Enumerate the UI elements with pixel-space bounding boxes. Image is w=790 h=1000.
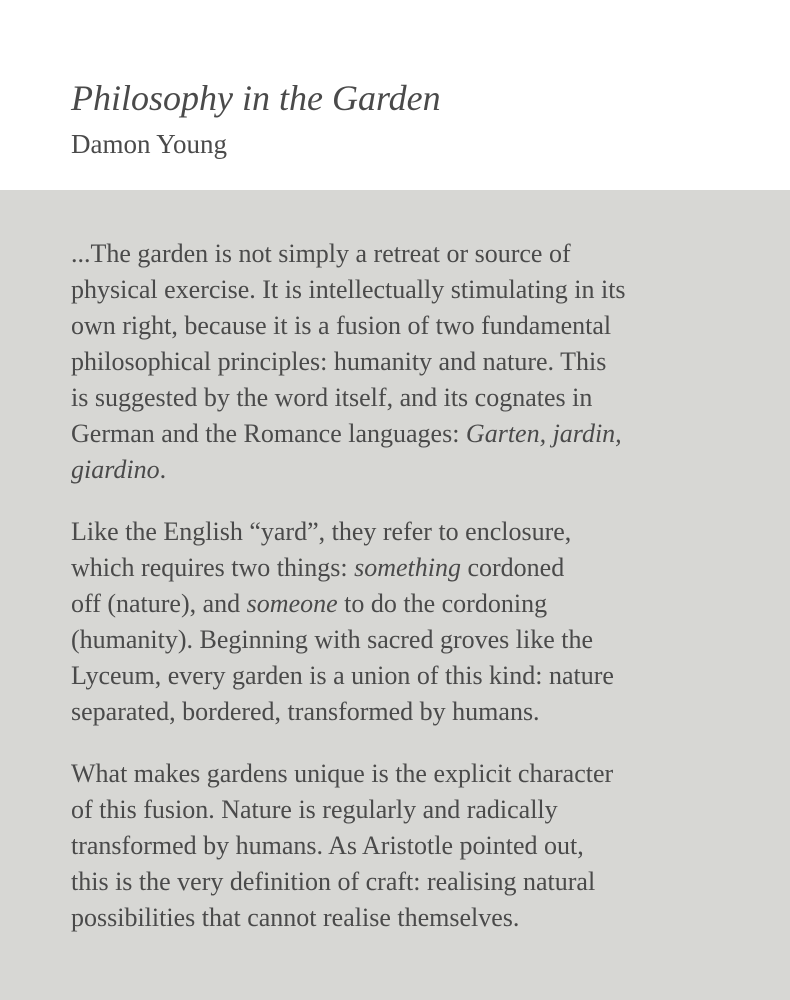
text-line: Like the English “yard”, they refer to enclosure, [71, 517, 572, 546]
text-line: Lyceum, every garden is a union of this kind: nature [71, 661, 614, 690]
text-line: is suggested by the word itself, and its cognates in [71, 383, 593, 412]
book-author: Damon Young [71, 129, 228, 159]
text-line: philosophical principles: humanity and nature. This [71, 347, 607, 376]
text-line: ...The garden is not simply a retreat or source of [71, 239, 571, 268]
text-line: physical exercise. It is intellectually stimulating in its [71, 275, 626, 304]
text-segment: . [159, 455, 167, 484]
text-line: separated, bordered, transformed by humans. [71, 697, 540, 726]
excerpt-text [71, 236, 731, 962]
text-line: of this fusion. Nature is regularly and radically [71, 795, 558, 824]
text-line: this is the very definition of craft: realising natural [71, 867, 596, 896]
text-line [71, 416, 731, 452]
text-segment: German and the Romance languages: [71, 419, 466, 448]
excerpt-panel [0, 190, 790, 1000]
paragraph-2 [71, 514, 731, 730]
italic-words: Garten, jardin, [465, 419, 622, 448]
italic-words: giardino [71, 455, 160, 484]
paragraph-1 [71, 236, 731, 488]
text-line [71, 452, 731, 488]
text-line [71, 550, 731, 586]
text-line: own right, because it is a fusion of two fundamental [71, 311, 612, 340]
text-segment: to do the cordoning [337, 589, 548, 618]
text-line [71, 586, 731, 622]
book-header [0, 0, 790, 190]
text-segment: which requires two things: [71, 553, 355, 582]
text-line: possibilities that cannot realise themselves. [71, 903, 520, 932]
text-line: transformed by humans. As Aristotle pointed out, [71, 831, 584, 860]
text-line: (humanity). Beginning with sacred groves like the [71, 625, 594, 654]
text-segment: off (nature), and [71, 589, 247, 618]
text-line: What makes gardens unique is the explicit character [71, 759, 614, 788]
text-segment: cordoned [460, 553, 565, 582]
italic-words: someone [246, 589, 338, 618]
italic-words: something [354, 553, 461, 582]
book-title: Philosophy in the Garden [71, 78, 441, 118]
paragraph-3 [71, 756, 731, 936]
